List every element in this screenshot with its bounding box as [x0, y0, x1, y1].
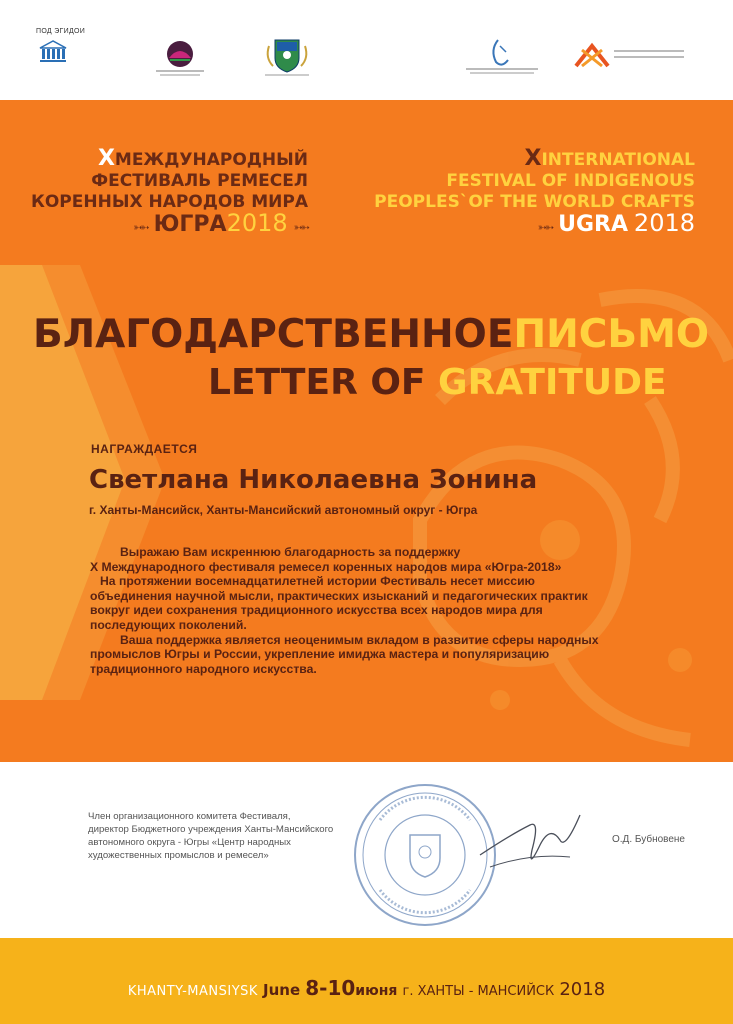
logo-band [0, 0, 733, 100]
unesco-logo-icon [38, 40, 64, 64]
festival-numeral-en: X [524, 146, 542, 171]
festival-numeral-ru: X [97, 146, 115, 171]
festival-line3-en: PEOPLES`OF THE WORLD CRAFTS [374, 192, 695, 212]
body-line: Ваша поддержка является неоценимым вкладом в развитие сферы народных [120, 632, 599, 647]
recipient-name: Светлана Николаевна Зонина [89, 465, 538, 495]
festival-line1-ru: МЕЖДУНАРОДНЫЙ [114, 150, 308, 170]
body-line: вокруг идеи сохранения традиционного искусства всех народов мира для [90, 603, 543, 618]
footer-text [0, 976, 733, 1000]
body-line: Выражаю Вам искреннюю благодарность за поддержку [120, 545, 461, 559]
arrow-ornament-icon: ➳➳ [133, 221, 148, 234]
festival-line2-ru: ФЕСТИВАЛЬ РЕМЕСЕЛ [91, 171, 308, 191]
footer-city-ru: г. ХАНТЫ - МАНСИЙСК [402, 984, 555, 999]
signatory-line: директор Бюджетного учреждения Ханты-Мансийского [88, 824, 334, 835]
footer-year: 2018 [559, 979, 606, 1000]
festival-line1-en: INTERNATIONAL [541, 150, 695, 170]
footer-dates: 8-10 [305, 976, 356, 1000]
body-line: промыслов Югры и России, укрепление имиджа мастера и популяризацию [90, 647, 550, 662]
northern-forum-logo-icon [150, 38, 210, 87]
signatory-line: художественных промыслов и ремесел» [88, 850, 269, 861]
arrow-ornament-icon: ➳➳ [537, 221, 553, 234]
footer-city-en: KHANTY-MANSIYSK [127, 984, 258, 999]
unesco-label: ПОД ЭГИДОИ [36, 28, 86, 35]
department-culture-logo-icon [462, 36, 542, 85]
title-en-part2: GRATITUDE [438, 362, 667, 403]
festival-year-ru: 2018 [226, 209, 288, 237]
festival-name-en: UGRA [558, 212, 628, 237]
title-ru-part1: БЛАГОДАРСТВЕННОЕ [33, 312, 514, 357]
body-line: традиционного народного искусства. [90, 661, 317, 676]
title-en [208, 362, 667, 403]
title-en-part1: LETTER OF [208, 362, 439, 403]
ugra-coat-of-arms-icon [255, 36, 325, 85]
festival-name-ru: ЮГРА [153, 212, 227, 237]
signatory-line: Член организационного комитета Фестиваля, [88, 811, 291, 822]
signatory-line: автономного округа - Югры «Центр народных [88, 837, 291, 848]
folk-crafts-center-logo-icon [570, 36, 690, 85]
handwritten-signature-icon [470, 795, 590, 890]
awarded-label: НАГРАЖДАЕТСЯ [91, 442, 198, 456]
festival-title-en [368, 148, 695, 238]
festival-line3-ru: КОРЕННЫХ НАРОДОВ МИРА [30, 192, 308, 212]
festival-year-en: 2018 [633, 209, 695, 237]
body-line: На протяжении восемнадцатилетней истории Фестиваль несет миссию [100, 574, 535, 589]
recipient-place: г. Ханты-Мансийск, Ханты-Мансийский автономный округ - Югра [89, 503, 478, 517]
title-ru [33, 312, 709, 357]
festival-line2-en: FESTIVAL OF INDIGENOUS [446, 171, 695, 191]
arrow-ornament-icon: ➳➳ [293, 221, 308, 234]
body-line: X Международного фестиваля ремесел коренных народов мира «Югра-2018» [90, 559, 562, 574]
footer-iyunya: июня [355, 983, 398, 999]
signatory-name: О.Д. Бубновене [612, 834, 685, 845]
letter-body [90, 545, 690, 676]
festival-title-ru [31, 148, 308, 238]
body-line: последующих поколений. [90, 617, 247, 632]
signatory-title [88, 810, 388, 862]
title-ru-part2: ПИСЬМО [513, 312, 710, 357]
footer-june: June [263, 981, 301, 999]
body-line: объединения научной мысли, практических изысканий и педагогических практик [90, 588, 588, 603]
